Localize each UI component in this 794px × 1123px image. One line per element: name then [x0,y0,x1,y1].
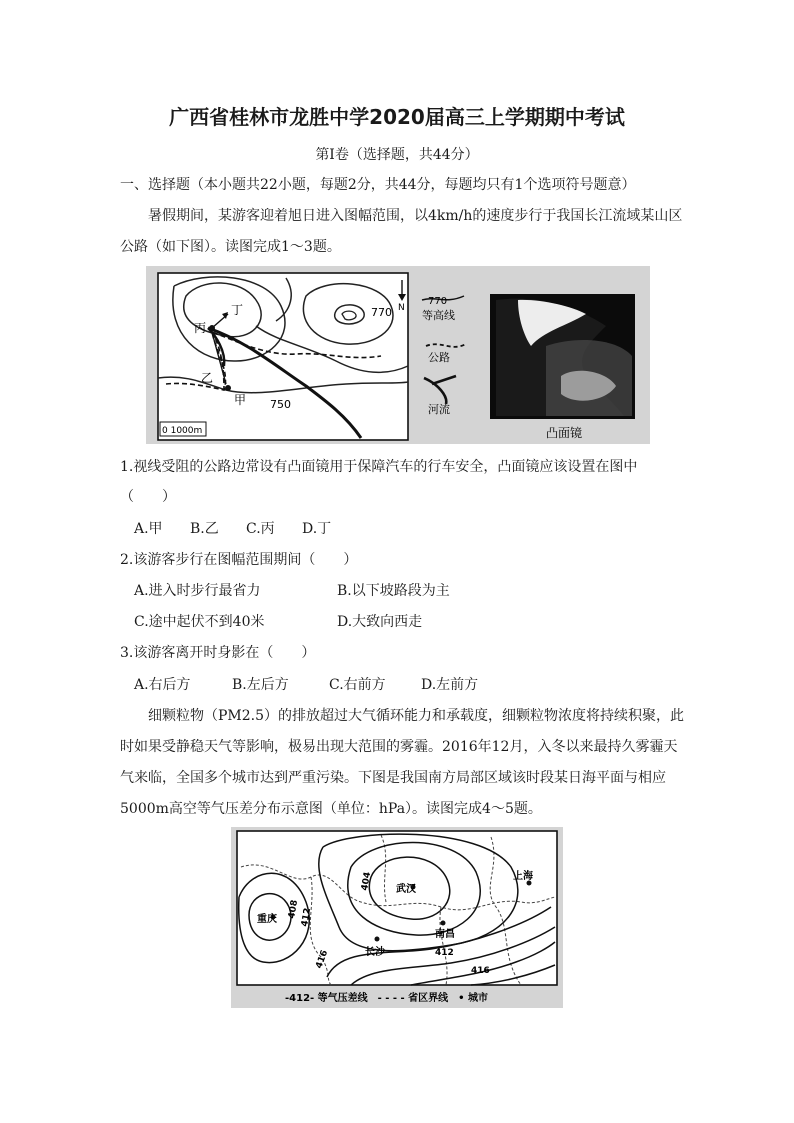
q2-option-d: D.大致向西走 [337,614,423,630]
legend-contour-label: 等高线 [422,309,455,322]
contour-label-750: 750 [270,398,291,411]
isoline-416-east: 416 [471,966,490,976]
q1-stem-line-1: 1.视线受阻的公路边常设有凸面镜用于保障汽车的行车安全，凸面镜应该设置在图中 [120,459,638,475]
volume-heading: 第Ⅰ卷（选择题，共44分） [315,147,479,163]
q1-option-c: C.丙 [246,521,275,537]
q2-option-c: C.途中起伏不到40米 [134,614,265,630]
intro2-line-1: 细颗粒物（PM2.5）的排放超过大气循环能力和承载度，细颗粒物浓度将持续积聚，此 [148,708,685,724]
q1-option-d: D.丁 [302,521,332,537]
photo-caption: 凸面镜 [546,426,583,440]
q2-stem: 2.该游客步行在图幅范围期间（ ） [120,552,358,568]
q2-option-b: B.以下坡路段为主 [337,583,450,599]
q3-option-d: D.左前方 [421,677,479,693]
legend-river-label: 河流 [428,403,450,416]
q3-stem: 3.该游客离开时身影在（ ） [120,645,316,661]
north-label: N [398,303,405,313]
isoline-404: 404 [360,871,374,892]
q1-option-b: B.乙 [190,521,219,537]
isoline-408: 408 [287,899,301,920]
legend-road-label: 公路 [428,351,450,364]
point-b-label: 乙 [201,371,214,385]
contour-map-svg [146,266,650,444]
document-title: 广西省桂林市龙胜中学2020届高三上学期期中考试 [169,105,625,129]
pressure-map-legend: -412- 等气压差线 - - - - 省区界线 • 城市 [285,993,489,1004]
city-shanghai: 上海 [513,871,533,882]
city-changsha: 长沙 [365,947,385,958]
intro2-line-4: 5000m高空等气压差分布示意图（单位：hPa）。读图完成4～5题。 [120,801,542,817]
intro2-line-2: 时如果受静稳天气等影响，极易出现大范围的雾霾。2016年12月，入冬以来最持久雾霾天 [120,739,678,755]
q3-option-c: C.右前方 [329,677,386,693]
city-wuhan: 武汉 [396,884,416,895]
isoline-412-west: 412 [300,907,314,928]
point-d-label: 丁 [231,303,244,317]
legend-value: 770 [428,296,448,307]
city-chongqing: 重庆 [257,914,277,925]
contour-figure [146,266,650,444]
q1-option-a: A.甲 [134,521,163,537]
pressure-map-svg [231,827,563,1008]
intro1-line-2: 公路（如下图）。读图完成1～3题。 [120,239,341,255]
q2-option-a: A.进入时步行最省力 [134,583,261,599]
city-nanchang: 南昌 [435,929,455,940]
q3-option-b: B.左后方 [232,677,289,693]
point-a-label: 甲 [234,393,247,407]
isoline-416-west: 416 [314,948,331,971]
section-heading: 一、选择题（本小题共22小题，每题2分，共44分，每题均只有1个选项符号题意） [120,177,636,193]
pressure-map-figure [231,827,563,1008]
contour-label-770: 770 [371,306,392,319]
q1-stem-line-2: （ ） [120,489,176,505]
intro2-line-3: 气来临，全国多个城市达到严重污染。下图是我国南方局部区域该时段某日海平面与相应 [120,770,666,786]
point-c-label: 丙 [194,321,207,335]
scale-label: 0 1000m [162,426,203,436]
intro1-line-1: 暑假期间，某游客迎着旭日进入图幅范围，以4km/h的速度步行于我国长江流域某山区 [148,208,683,224]
q3-option-a: A.右后方 [134,677,191,693]
isoline-412-east: 412 [435,948,454,958]
